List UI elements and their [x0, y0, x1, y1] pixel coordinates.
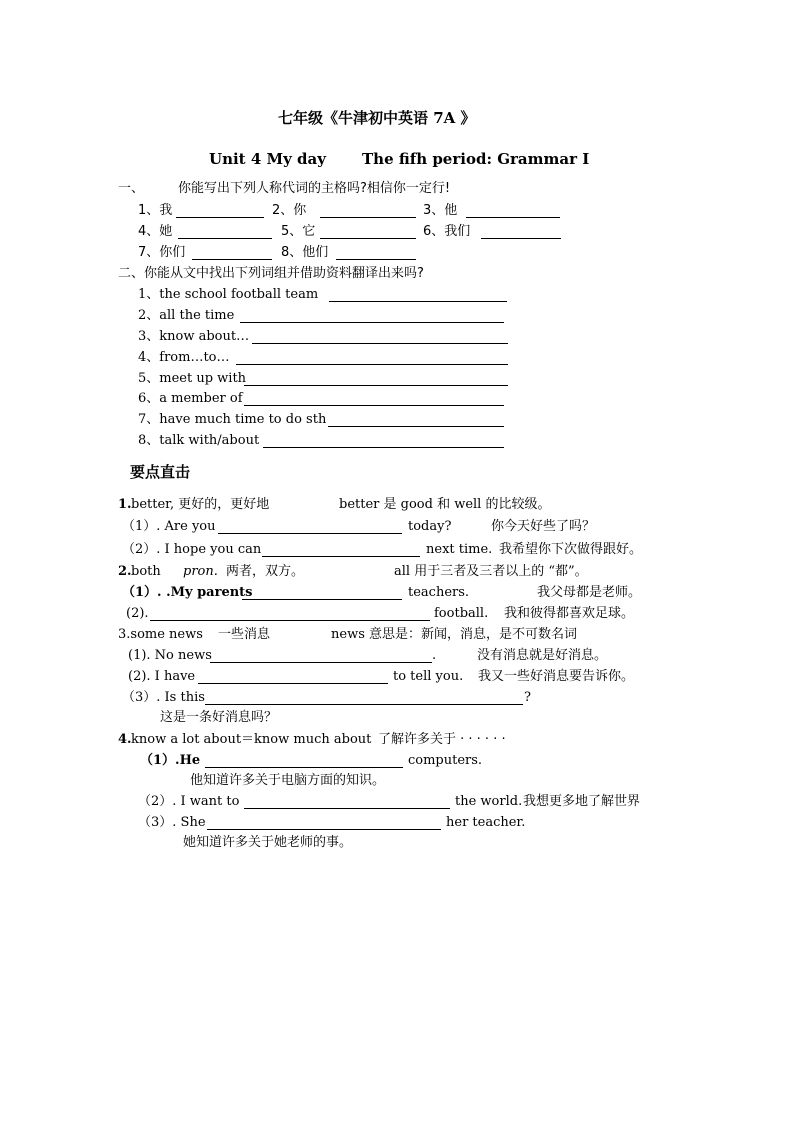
- phrase-item-3: 3、know about…: [138, 329, 250, 344]
- point4-sentence3-translation: 她知道许多关于她老师的事。: [183, 835, 353, 850]
- document-title: 七年级《牛津初中英语 7A 》: [278, 109, 476, 127]
- point2-sentence2-translation: 我和彼得都喜欢足球。: [504, 606, 635, 621]
- point4-sentence3-end: her teacher.: [446, 815, 526, 830]
- point1-sentence2-end: next time.: [426, 542, 493, 557]
- point2-sentence2-start: (2).: [126, 606, 149, 621]
- point2-meaning: 两者，双方。: [226, 564, 305, 579]
- answer-blank[interactable]: [207, 829, 441, 830]
- part1-heading: 你能写出下列人称代词的主格吗?相信你一定行!: [178, 181, 451, 196]
- answer-blank[interactable]: [481, 238, 561, 239]
- answer-blank[interactable]: [244, 405, 504, 406]
- point4-number: 4.: [118, 732, 132, 747]
- point1-number: 1.: [118, 497, 132, 512]
- point2-sentence1-translation: 我父母都是老师。: [537, 585, 642, 600]
- part2-heading: 二、你能从文中找出下列词组并借助资料翻译出来吗?: [118, 266, 424, 281]
- pronoun-item-2: 2、你: [272, 203, 307, 218]
- answer-blank[interactable]: [242, 599, 402, 600]
- phrase-item-4: 4、from…to…: [138, 350, 230, 365]
- answer-blank[interactable]: [244, 808, 450, 809]
- phrase-item-1: 1、the school football team: [138, 287, 319, 302]
- answer-blank[interactable]: [262, 556, 420, 557]
- pronoun-item-1: 1、我: [138, 203, 173, 218]
- point4-sentence2-translation: 我想更多地了解世界: [523, 794, 641, 809]
- phrase-item-5: 5、meet up with: [138, 371, 247, 386]
- answer-blank[interactable]: [320, 238, 416, 239]
- pronoun-item-6: 6、我们: [423, 224, 471, 239]
- answer-blank[interactable]: [178, 238, 272, 239]
- pronoun-item-7: 7、你们: [138, 245, 186, 260]
- point4-heading: know a lot about＝know much about: [131, 732, 372, 747]
- point3-sentence3-end: ?: [524, 690, 531, 705]
- point3-sentence3-start: （3）. Is this: [122, 690, 205, 705]
- point2-word: both: [131, 564, 161, 579]
- phrase-item-2: 2、all the time: [138, 308, 235, 323]
- pronoun-item-8: 8、他们: [281, 245, 329, 260]
- point3-note: news 意思是：新闻，消息，是不可数名词: [331, 627, 577, 642]
- answer-blank[interactable]: [205, 767, 403, 768]
- period-title: The fifh period: Grammar I: [362, 150, 590, 168]
- answer-blank[interactable]: [192, 259, 272, 260]
- point2-sentence1-end: teachers.: [408, 585, 470, 600]
- point3-meaning: 一些消息: [218, 627, 271, 642]
- answer-blank[interactable]: [252, 343, 508, 344]
- point2-number: 2.: [118, 564, 132, 579]
- point1-sentence1-end: today?: [408, 519, 452, 534]
- pronoun-item-4: 4、她: [138, 224, 173, 239]
- point1-sentence2-translation: 我希望你下次做得跟好。: [499, 542, 643, 557]
- answer-blank[interactable]: [198, 683, 388, 684]
- point4-sentence1-end: computers.: [408, 753, 483, 768]
- point3-sentence2-start: (2). I have: [128, 669, 196, 684]
- point4-sentence2-start: （2）. I want to: [138, 794, 240, 809]
- point3-sentence3-translation: 这是一条好消息吗？: [160, 710, 278, 725]
- point4-sentence3-start: （3）. She: [138, 815, 206, 830]
- point1-sentence1-start: （1）. Are you: [122, 519, 216, 534]
- point3-sentence2-translation: 我又一些好消息要告诉你。: [478, 669, 635, 684]
- answer-blank[interactable]: [205, 704, 523, 705]
- answer-blank[interactable]: [244, 385, 508, 386]
- unit-title: Unit 4 My day: [209, 150, 326, 168]
- point1-heading: better, 更好的，更好地: [131, 497, 270, 512]
- phrase-item-6: 6、a member of: [138, 391, 243, 406]
- answer-blank[interactable]: [218, 533, 402, 534]
- point3-sentence1-end: .: [432, 648, 437, 663]
- answer-blank[interactable]: [176, 217, 264, 218]
- pronoun-item-5: 5、它: [281, 224, 316, 239]
- point2-sentence1-start: （1）. .My parents: [122, 585, 253, 600]
- point3-sentence1-start: (1). No news: [128, 648, 212, 663]
- answer-blank[interactable]: [150, 620, 430, 621]
- keypoints-heading: 要点直击: [130, 463, 191, 481]
- point3-sentence2-end: to tell you.: [393, 669, 464, 684]
- answer-blank[interactable]: [240, 322, 504, 323]
- point4-meaning: 了解许多关于 · · · · · ·: [378, 732, 506, 747]
- point1-sentence2-start: （2）. I hope you can: [122, 542, 262, 557]
- answer-blank[interactable]: [466, 217, 560, 218]
- point2-sentence2-end: football.: [434, 606, 489, 621]
- phrase-item-8: 8、talk with/about: [138, 433, 260, 448]
- answer-blank[interactable]: [210, 662, 432, 663]
- point1-note: better 是 good 和 well 的比较级。: [339, 497, 551, 512]
- point2-note: all 用于三者及三者以上的 “都”。: [394, 564, 588, 579]
- pronoun-item-3: 3、他: [423, 203, 458, 218]
- answer-blank[interactable]: [263, 447, 504, 448]
- point4-sentence2-end: the world.: [455, 794, 523, 809]
- point3-sentence1-translation: 没有消息就是好消息。: [477, 648, 608, 663]
- answer-blank[interactable]: [329, 301, 507, 302]
- point4-sentence1-start: （1）.He: [140, 753, 201, 768]
- point2-part-of-speech: pron.: [183, 564, 218, 579]
- answer-blank[interactable]: [320, 217, 416, 218]
- answer-blank[interactable]: [328, 426, 504, 427]
- point1-sentence1-translation: 你今天好些了吗？: [491, 519, 596, 534]
- phrase-item-7: 7、have much time to do sth: [138, 412, 327, 427]
- point3-heading: 3.some news: [118, 627, 203, 642]
- answer-blank[interactable]: [336, 259, 416, 260]
- point4-sentence1-translation: 他知道许多关于电脑方面的知识。: [190, 773, 386, 788]
- answer-blank[interactable]: [236, 364, 508, 365]
- part1-heading-number: 一、: [118, 181, 145, 196]
